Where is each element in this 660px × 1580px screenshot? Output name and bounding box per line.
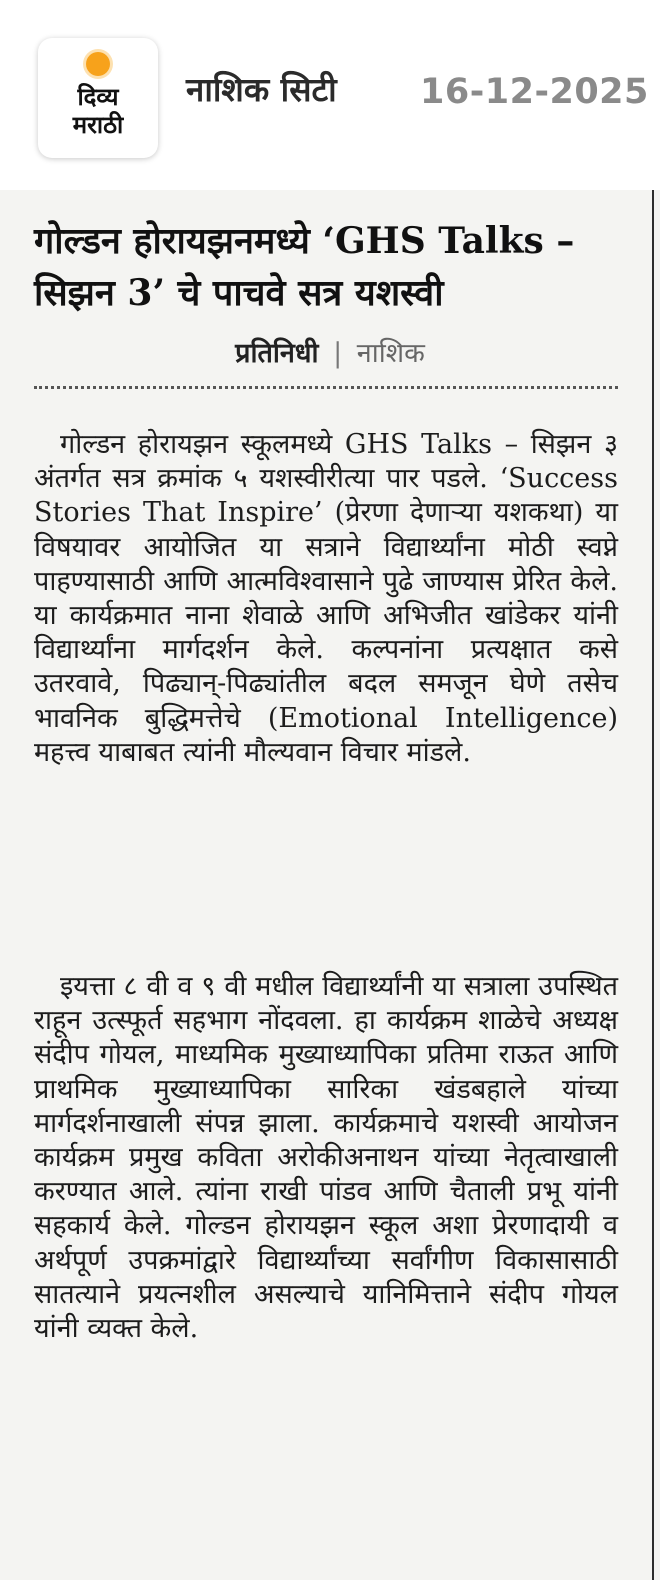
news-clipping xyxy=(0,190,660,1580)
app-header xyxy=(0,0,660,190)
logo-line-1: दिव्य xyxy=(77,83,119,111)
byline-separator: | xyxy=(333,338,343,369)
divya-marathi-logo[interactable] xyxy=(38,38,158,158)
article-byline xyxy=(0,333,660,370)
article-paragraph-1: गोल्डन होरायझन स्कूलमध्ये GHS Talks – सिझन ३ अंतर्गत सत्र क्रमांक ५ यशस्वीरीत्या पार पडले. ‘Success Stories That Inspire’ (प्रेरणा देणाऱ्या यशकथा) या विषयावर आयोजित या सत्राने विद्यार्थ्यांना मोठी स्वप्ने पाहण्यासाठी आणि आत्मविश्वासाने पुढे जाण्यास प्रेरित केले. या कार्यक्रमात नाना शेवाळे आणि अभिजीत खांडेकर यांनी विद्यार्थ्यांना मार्गदर्शन केले. कल्पनांना प्रत्यक्षात कसे उतरवावे, पिढ्यान्-पिढ्यांतील बदल समजून घेणे तसेच भावनिक बुद्धिमत्तेचे (Emotional Intelligence) महत्त्व याबाबत त्यांनी मौल्यवान विचार मांडले. xyxy=(34,429,618,768)
article-paragraph-2: इयत्ता ८ वी व ९ वी मधील विद्यार्थ्यांनी या सत्राला उपस्थित राहून उत्स्फूर्त सहभाग नोंदवला. हा कार्यक्रम शाळेचे अध्यक्ष संदीप गोयल, माध्यमिक मुख्याध्यापिका प्रतिमा राऊत आणि प्राथमिक मुख्याध्यापिका सारिका खंडबहाले यांच्या मार्गदर्शनाखाली संपन्न झाला. कार्यक्रमाचे यशस्वी आयोजन कार्यक्रम प्रमुख कविता अरोकीअनाथन यांच्या नेतृत्वाखाली करण्यात आले. त्यांना राखी पांडव आणि चैताली प्रभू यांनी सहकार्य केले. गोल्डन होरायझन स्कूल अशा प्रेरणादायी व अर्थपूर्ण उपक्रमांद्वारे विद्यार्थ्यांच्या सर्वांगीण विकासासाठी सातत्याने प्रयत्नशील असल्याचे यानिमित्ताने संदीप गोयल यांनी व्यक्त केले. xyxy=(34,971,618,1345)
article-headline: गोल्डन होरायझनमध्ये ‘GHS Talks – सिझन 3’ चे पाचवे सत्र यशस्वी xyxy=(34,220,575,314)
byline-place: नाशिक xyxy=(356,338,425,369)
edition-title: नाशिक सिटी xyxy=(186,70,337,109)
sun-icon xyxy=(86,52,110,76)
byline-author: प्रतिनिधी xyxy=(235,338,319,369)
dotted-divider xyxy=(34,386,618,389)
clipping-border xyxy=(652,190,654,1580)
edition-date: 16-12-2025 xyxy=(420,72,649,112)
logo-line-2: मराठी xyxy=(72,111,124,139)
